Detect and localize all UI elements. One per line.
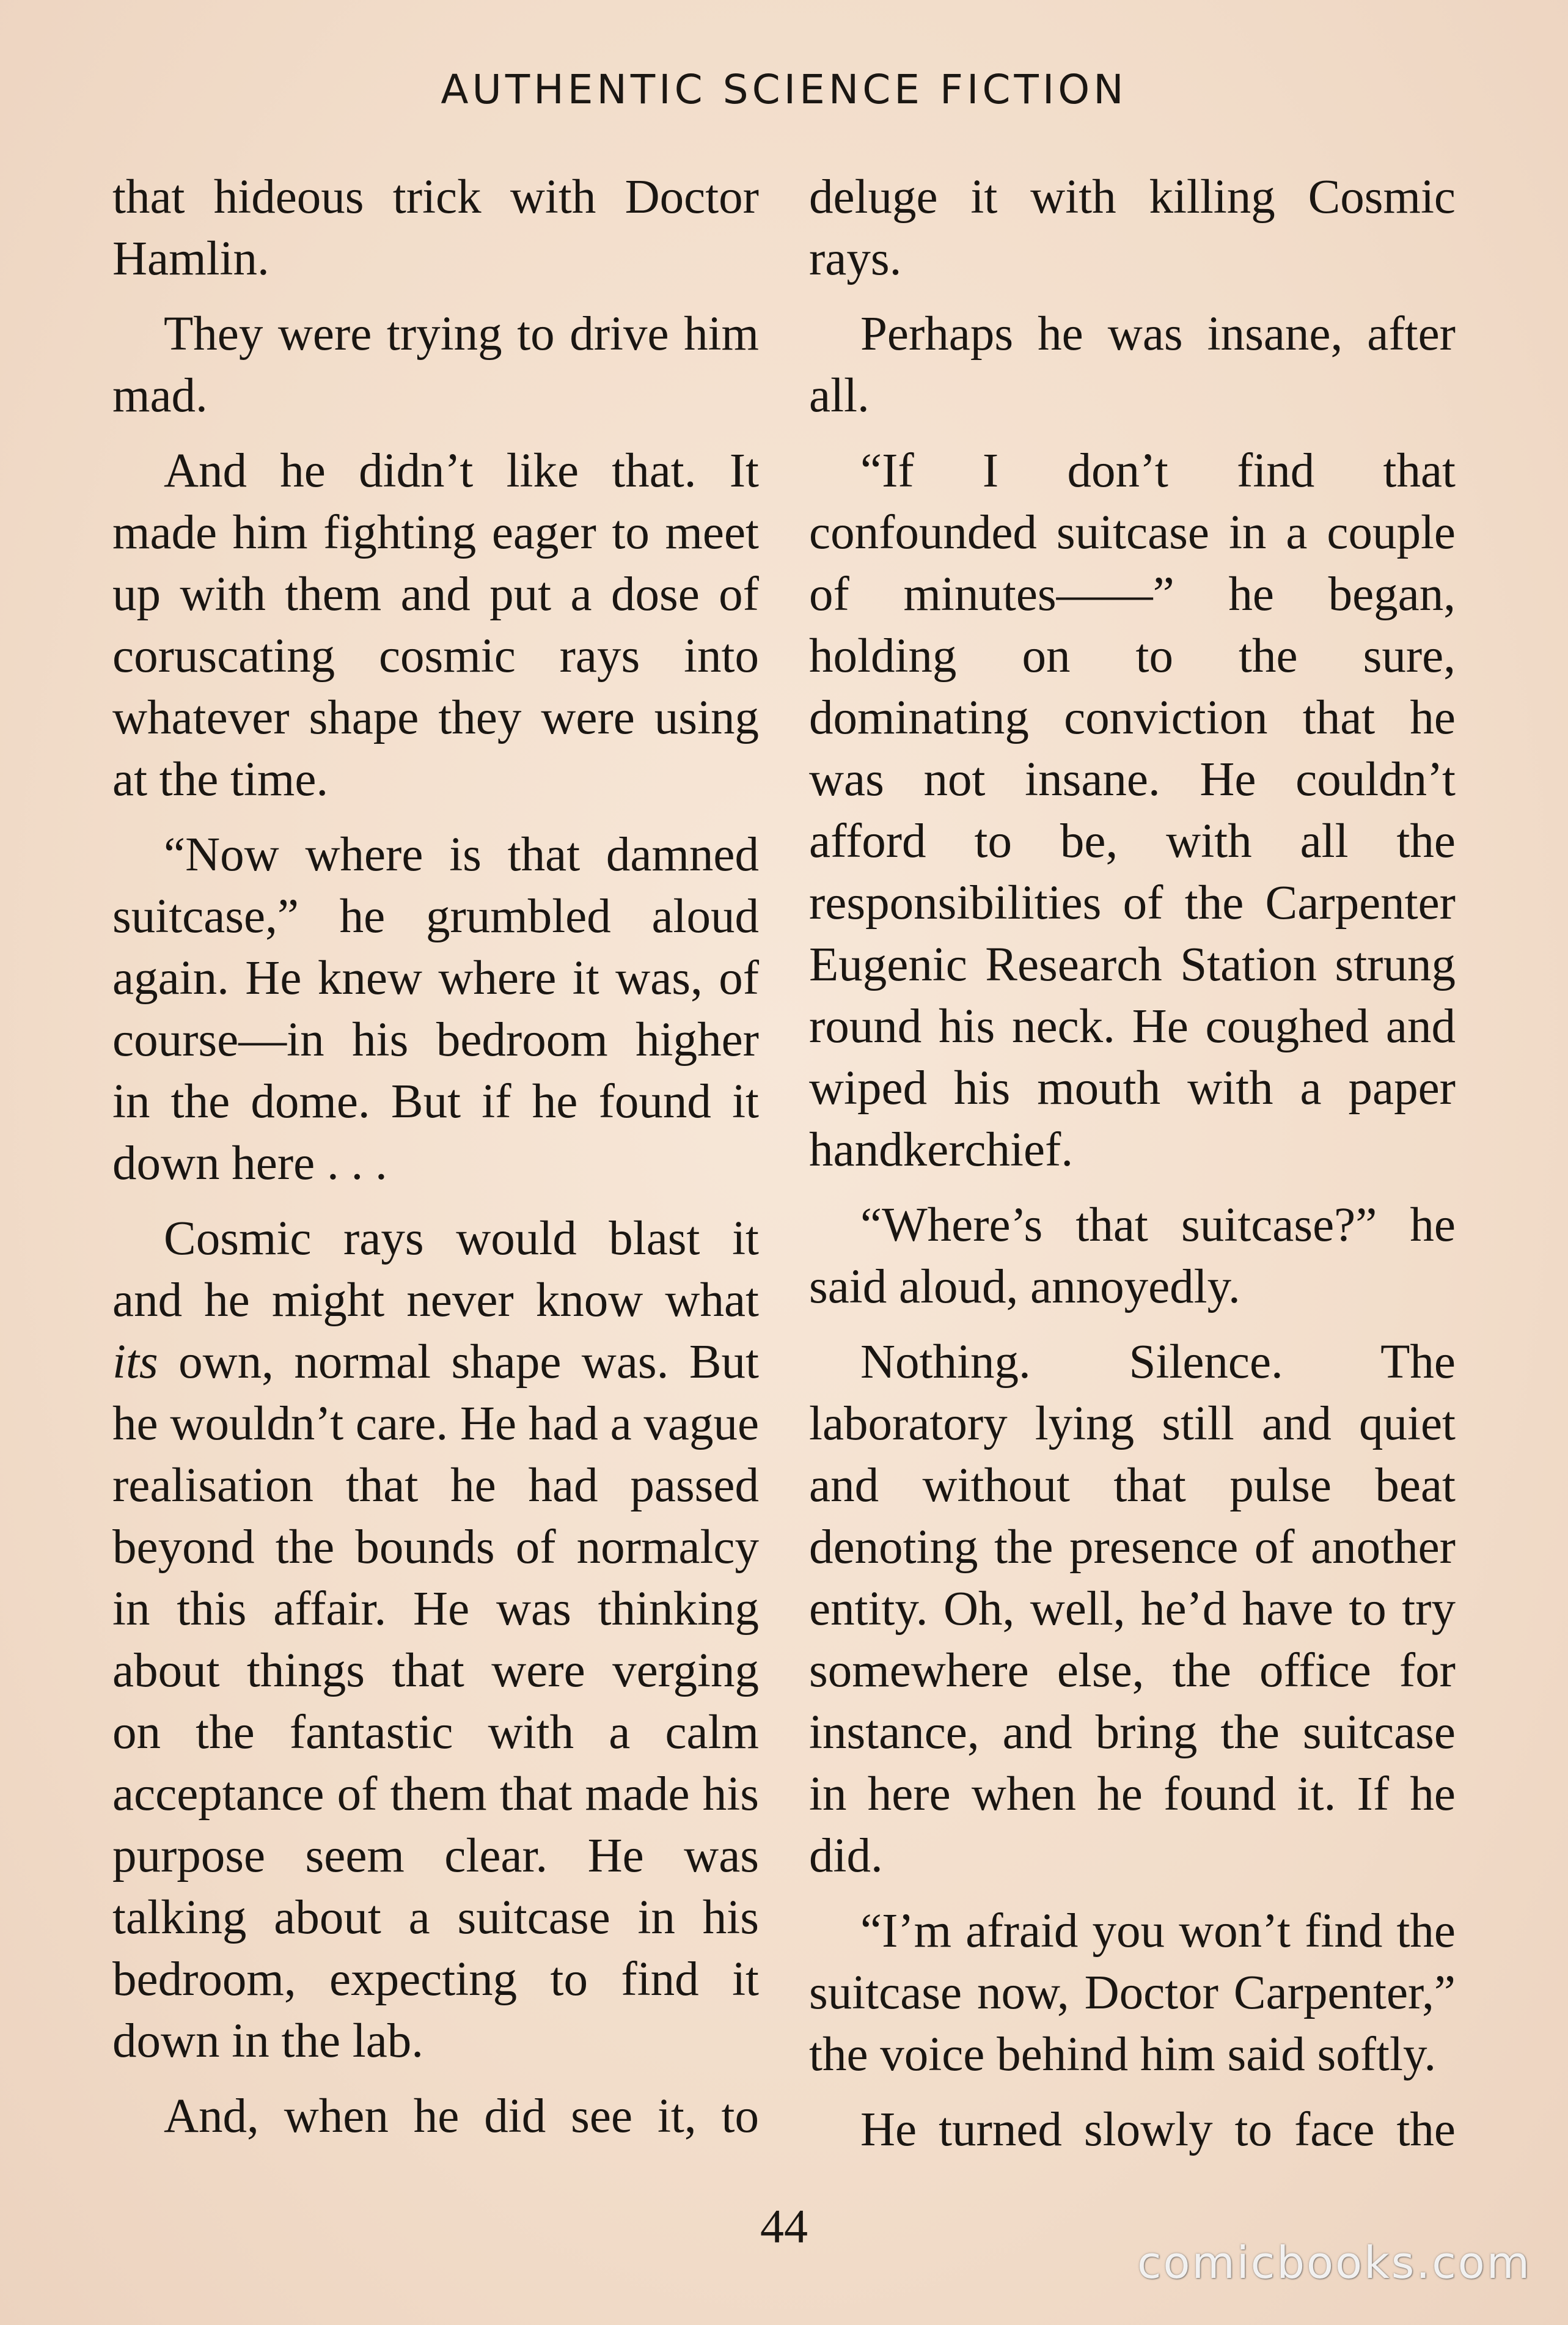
- paragraph: He turned slowly to face the: [860, 2103, 1456, 2156]
- paragraph: that hideous trick with Doctor Hamlin.: [112, 171, 759, 285]
- paragraph: And he didn’t like that. It made him fighting eager to meet up with them and put a dose of coruscating cosmic rays into whatever shape they were using at the time.: [112, 444, 759, 806]
- paragraph: “If I don’t find that confounded suitcase in a couple of minutes——” he began, holding on to the sure, dominating conviction that he was not insane. He couldn’t afford to be, with all the responsibilities of the Carpenter Eugenic Research Station strung round his neck. He coughed and wiped his mouth with a paper handkerchief.: [809, 444, 1456, 1177]
- left-column: [112, 166, 759, 2161]
- paragraph: Perhaps he was insane, after all.: [809, 307, 1456, 422]
- paragraph: Cosmic rays would blast it and he might never know what its own, normal shape was. But he wouldn’t care. He had a vague realisation that he had passed beyond the bounds of normalcy in this affair. He was thinking about things that were verging on the fantastic with a calm acceptance of them that made his purpose seem clear. He was talking about a suitcase in his bedroom, expecting to find it down in the lab.: [112, 1212, 760, 2068]
- running-head: AUTHENTIC SCIENCE FICTION: [441, 66, 1127, 113]
- watermark-logo: comicbooks.com: [1137, 2237, 1531, 2288]
- paragraph: “Where’s that suitcase?” he said aloud, annoyedly.: [809, 1199, 1456, 1313]
- page-number: 44: [760, 2200, 808, 2253]
- paragraph: “Now where is that damned suitcase,” he grumbled aloud again. He knew where it was, of course—in his bedroom higher in the dome. But if he found it down here . . .: [112, 828, 759, 1190]
- paragraph: They were trying to drive him mad.: [112, 307, 759, 422]
- paragraph: Nothing. Silence. The laboratory lying still and quiet and without that pulse beat denoting the presence of another entity. Oh, well, he’d have to try somewhere else, the office for instance, and bring the suitcase in here when he found it. If he did.: [809, 1335, 1456, 1882]
- paragraph: And, when he did see it, to: [164, 2090, 759, 2143]
- right-column: [809, 166, 1456, 2174]
- emphasis: its: [112, 1335, 158, 1389]
- paragraph: “I’m afraid you won’t find the suitcase now, Doctor Carpenter,” the voice behind him said softly.: [809, 1904, 1456, 2081]
- paragraph: deluge it with killing Cosmic rays.: [809, 171, 1456, 285]
